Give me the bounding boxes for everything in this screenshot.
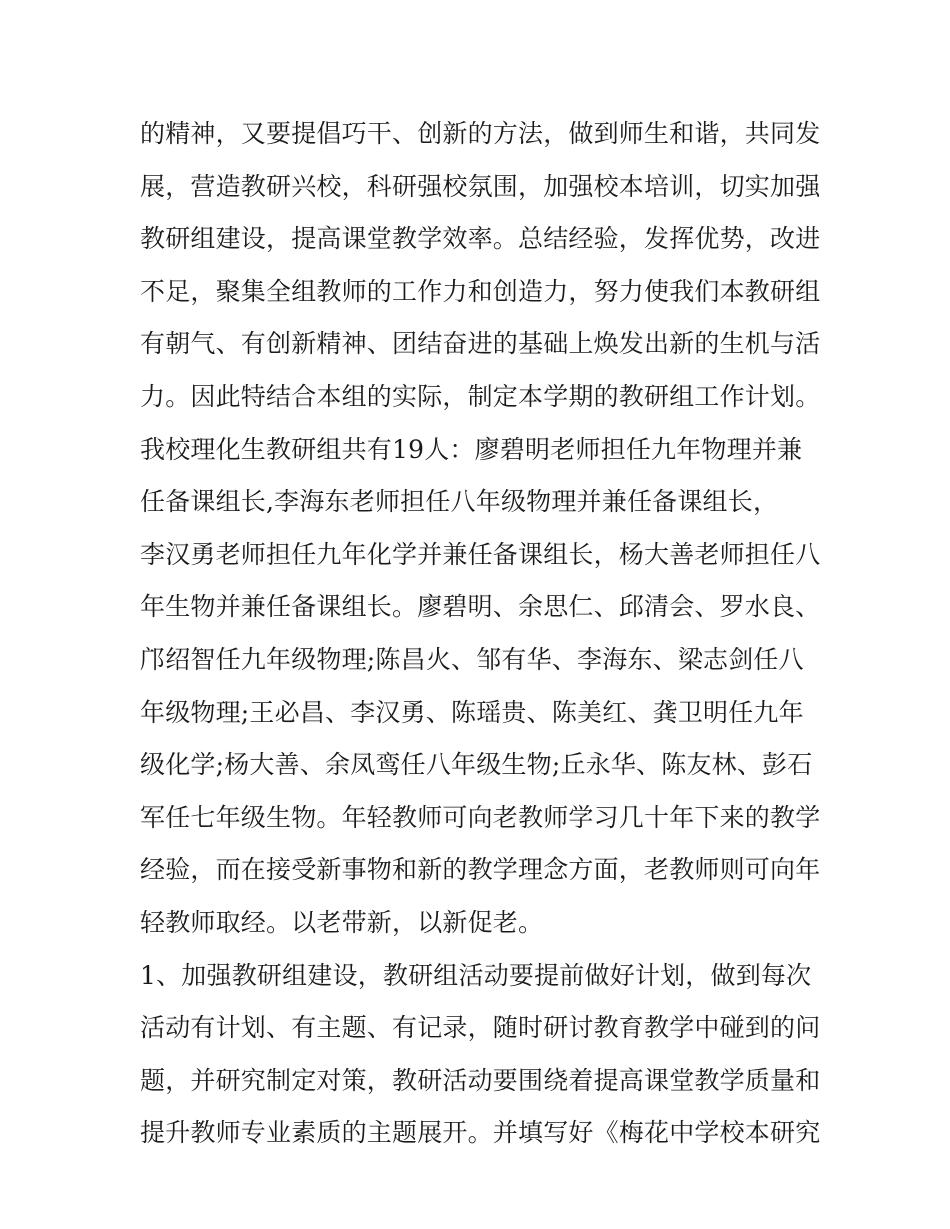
text-line: 1、加强教研组建设，教研组活动要提前做好计划，做到每次	[140, 960, 812, 990]
text-line: 提升教师专业素质的主题展开。并填写好《梅花中学校本研究	[140, 1118, 821, 1148]
text-line: 任备课组长,李海东老师担任八年级物理并兼任备课组长，	[140, 487, 779, 517]
text-line: 教研组建设，提高课堂教学效率。总结经验，发挥优势，改进	[140, 224, 821, 254]
text-line: 不足，聚集全组教师的工作力和创造力，努力使我们本教研组	[140, 276, 821, 306]
text-line: 题，并研究制定对策，教研活动要围绕着提高课堂教学质量和	[140, 1065, 821, 1095]
text-line: 有朝气、有创新精神、团结奋进的基础上焕发出新的生机与活	[140, 329, 821, 359]
text-line: 活动有计划、有主题、有记录，随时研讨教育教学中碰到的问	[140, 1013, 821, 1043]
text-line: 力。因此特结合本组的实际，制定本学期的教研组工作计划。	[140, 381, 821, 411]
text-line: 的精神，又要提倡巧干、创新的方法，做到师生和谐，共同发	[140, 119, 821, 148]
text-line: 年生物并兼任备课组长。廖碧明、余思仁、邱清会、罗水良、	[140, 592, 821, 622]
text-line: 经验，而在接受新事物和新的教学理念方面，老教师则可向年	[140, 855, 821, 885]
text-line: 展，营造教研兴校，科研强校氛围，加强校本培训，切实加强	[140, 171, 821, 201]
text-line: 轻教师取经。以老带新，以新促老。	[140, 907, 544, 937]
text-line: 年级物理;王必昌、李汉勇、陈瑶贵、陈美红、龚卫明任九年	[140, 697, 804, 727]
body-text	[140, 108, 820, 1160]
text-line: 邝绍智任九年级物理;陈昌火、邹有华、李海东、梁志剑任八	[140, 644, 804, 674]
text-line: 级化学;杨大善、余凤鸾任八年级生物;丘永华、陈友林、彭石	[140, 750, 813, 780]
text-line: 军任七年级生物。年轻教师可向老教师学习几十年下来的教学	[140, 802, 821, 832]
text-line: 李汉勇老师担任九年化学并兼任备课组长，杨大善老师担任八	[140, 539, 821, 569]
text-line: 我校理化生教研组共有19人：廖碧明老师担任九年物理并兼	[140, 434, 803, 464]
